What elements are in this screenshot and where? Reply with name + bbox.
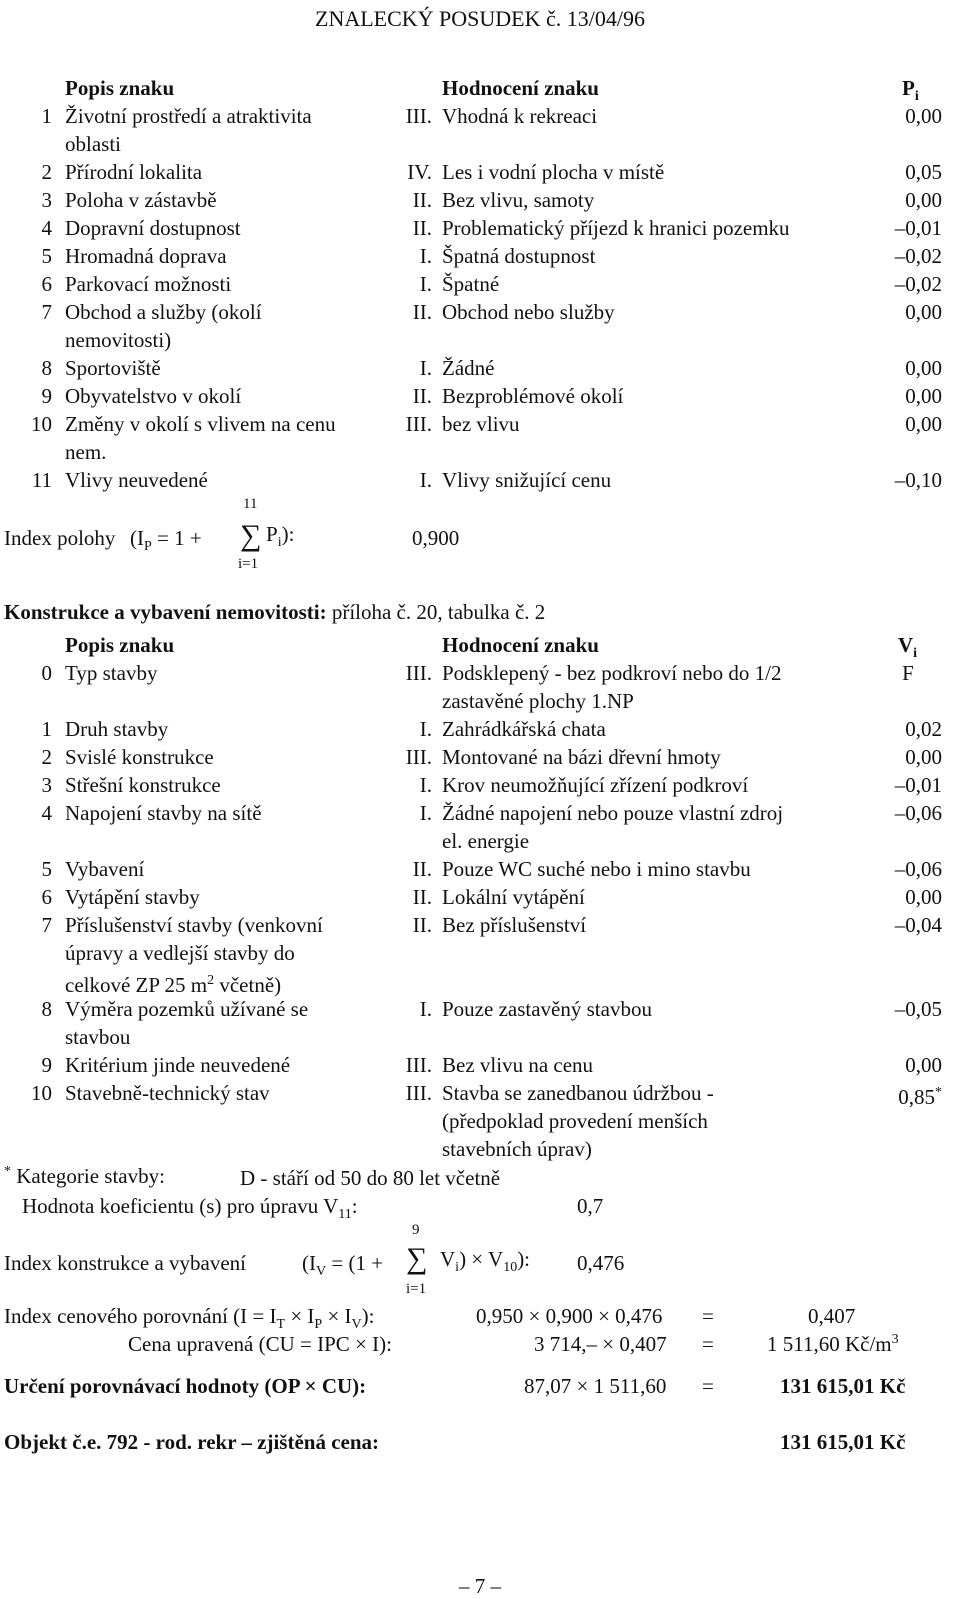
table-row-continuation [0,1107,960,1135]
row-number: 4 [41,801,52,825]
table-row [0,298,960,326]
row-number: 6 [41,272,52,296]
row-description: Životní prostředí a atraktivita [65,104,312,128]
row-number: 10 [31,412,52,436]
sigma-symbol: ∑ [406,1242,428,1275]
row-value [820,158,942,186]
table-row-continuation [0,1023,960,1051]
sum-bottom-limit: i=1 [238,556,259,572]
row-value [820,410,942,438]
row-rating: Bez vlivu na cenu [442,1053,594,1077]
table-row-continuation [0,687,960,715]
location-index-formula: ($I_P = 1$ + [130,526,202,555]
row-number: 5 [41,244,52,268]
row-value [820,911,942,939]
row-number: 8 [41,356,52,380]
row-class: III. [405,745,432,769]
row-value [820,102,942,130]
table-row [0,855,960,883]
price-index-calc: 0,950 × 0,900 × 0,476 [476,1304,663,1328]
row-class: IV. [407,160,432,184]
row-number: 0 [41,661,52,685]
row-description-text: celkové ZP 25 m [65,973,208,997]
row-rating: Zahrádkářská chata [442,717,606,741]
row-value-number: –0,06 [894,801,942,825]
row-class: II. [412,913,432,937]
table-row [0,911,960,939]
table-row [0,354,960,382]
row-description: Hromadná doprava [65,244,227,268]
row-value: F [902,661,914,685]
location-index-value: 0,900 [412,526,460,550]
table-row [0,995,960,1023]
row-rating: bez vlivu [442,412,520,436]
row-number: 1 [41,104,52,128]
row-value-number: 0,00 [905,412,942,436]
row-number: 3 [41,188,52,212]
row-number: 9 [41,384,52,408]
row-class: II. [412,300,432,324]
header-description: Popis znaku [65,633,175,657]
table-row [0,102,960,130]
row-rating-line3: stavebních úprav) [442,1137,592,1161]
row-description-text: včetně) [219,973,282,997]
row-value-number: 0,00 [905,356,942,380]
row-rating: Les i vodní plocha v místě [442,160,665,184]
row-value-number: 0,02 [905,717,942,741]
row-rating-line2: (předpoklad provedení menších [442,1109,708,1133]
row-number: 7 [41,300,52,324]
row-class: I. [419,272,432,296]
row-value [820,186,942,214]
row-rating: Montované na bázi dřevní hmoty [442,745,721,769]
header-rating: Hodnocení znaku [442,76,599,100]
table-row [0,158,960,186]
row-value-number: 0,00 [905,885,942,909]
row-number: 9 [41,1053,52,1077]
sigma-symbol: ∑ [240,519,262,552]
row-class: I. [419,997,432,1021]
row-number: 8 [41,997,52,1021]
row-value-number: 0,00 [905,104,942,128]
row-rating: Bezproblémové okolí [442,384,624,408]
comparison-value-result: 131 615,01 Kč [780,1374,906,1398]
row-description-line2: úpravy a vedlejší stavby do [65,941,295,965]
row-value-number: 0,00 [905,384,942,408]
location-index-label: Index polohy [4,526,116,550]
header-value-letter: V [898,633,914,657]
row-value [820,771,942,799]
page-number: – 7 – [459,1574,501,1598]
adjusted-price-result: 1 511,60 $Kč/m^3$ [767,1332,899,1356]
row-value [820,466,942,494]
table-row [0,659,960,687]
row-description: Střešní konstrukce [65,773,221,797]
row-rating: Žádné napojení nebo pouze vlastní zdroj [442,801,784,825]
table-row [0,1051,960,1079]
table-row [0,214,960,242]
row-value-number: –0,01 [894,773,942,797]
document-header: ZNALECKÝ POSUDEK č. 13/04/96 [315,6,645,31]
row-description: Dopravní dostupnost [65,216,241,240]
row-class: III. [405,1081,432,1105]
row-description-line2: nemovitosti) [65,328,172,352]
footnote: * Kategorie stavby: [4,1164,165,1188]
row-rating-line2: zastavěné plochy 1.NP [442,689,634,713]
row-number: 10 [31,1081,52,1105]
table-row [0,715,960,743]
row-value [820,214,942,242]
row-number: 2 [41,160,52,184]
sum-top-limit: 9 [412,1222,420,1238]
row-value-number: 0,00 [905,188,942,212]
row-description: Napojení stavby na sítě [65,801,262,825]
sum-top-limit: 11 [243,496,258,512]
row-value [820,799,942,827]
table-row [0,1079,960,1107]
table-row [0,270,960,298]
adjusted-price-calc: 3 714,– × 0,407 [534,1332,667,1356]
header-value-subscript: i [913,646,918,662]
comparison-value-calc: 87,07 × 1 511,60 [524,1374,667,1398]
row-description: Vlivy neuvedené [65,468,208,492]
row-description: Druh stavby [65,717,169,741]
table-row [0,242,960,270]
comparison-value-label: Určení porovnávací hodnoty (OP × CU): [4,1374,367,1398]
row-class: I. [419,801,432,825]
row-class: I. [419,244,432,268]
table-row [0,382,960,410]
row-rating: Podsklepený - bez podkroví nebo do 1/2 [442,661,782,685]
sum-bottom-limit: i=1 [406,1281,427,1297]
row-value [820,242,942,270]
coefficient-label: Hodnota koeficientu (s) pro úpravu $V_{11}$: [22,1194,358,1223]
row-description: Kritérium jinde neuvedené [65,1053,291,1077]
row-class: II. [412,857,432,881]
header-description: Popis znaku [65,76,175,100]
row-rating: Pouze WC suché nebo i mino stavbu [442,857,751,881]
row-class: II. [412,384,432,408]
coefficient-value: 0,7 [577,1194,604,1218]
table-row-continuation [0,326,960,354]
row-rating: Pouze zastavěný stavbou [442,997,652,1021]
row-rating: Bez příslušenství [442,913,587,937]
row-value-number: –0,10 [894,468,942,492]
row-number: 7 [41,913,52,937]
row-description-line2: oblasti [65,132,121,156]
construction-index-label: Index konstrukce a vybavení [4,1251,247,1275]
row-description: Vybavení [65,857,145,881]
price-index-label: Index cenového porovnání $(I = I_T \times I_P \times I_V)$: [4,1304,375,1333]
row-class: II. [412,885,432,909]
construction-index-terms: $V_i) \times V_{10}$): [440,1247,531,1276]
adjusted-price-label: Cena upravená (CU = IPC × I): [128,1332,392,1356]
table-row-continuation [0,967,960,995]
row-description: Přírodní lokalita [65,160,203,184]
row-number: 6 [41,885,52,909]
row-value [820,298,942,326]
table-row [0,466,960,494]
row-description-line2: stavbou [65,1025,131,1049]
table-row-continuation [0,827,960,855]
construction-index-open: ($I_V = (1$ + [302,1251,384,1280]
row-class: III. [405,104,432,128]
table-header [0,631,960,662]
header-value-letter: P [902,76,915,100]
row-description-line2: nem. [65,440,107,464]
footnote-mark: * [935,1085,942,1100]
row-value-number: 0,00 [905,300,942,324]
equals-sign: = [702,1374,714,1398]
row-value-number: 0,00 [905,745,942,769]
row-number: 5 [41,857,52,881]
row-value-number: 0,05 [905,160,942,184]
row-description: Sportoviště [65,356,161,380]
row-rating: Bez vlivu, samoty [442,188,595,212]
row-class: I. [419,773,432,797]
row-rating: Krov neumožňující zřízení podkroví [442,773,749,797]
row-value [820,1051,942,1079]
row-description: Obyvatelstvo v okolí [65,384,242,408]
row-number: 2 [41,745,52,769]
row-description: Příslušenství stavby (venkovní [65,913,323,937]
table-header [0,74,960,105]
table-row [0,771,960,799]
table-row-continuation [0,939,960,967]
row-rating: Obchod nebo služby [442,300,615,324]
row-rating: Špatné [442,272,500,296]
footnote-value: D - stáří od 50 do 80 let včetně [240,1166,501,1190]
table-row [0,186,960,214]
row-value [820,743,942,771]
construction-index-value: 0,476 [577,1251,625,1275]
row-description: Svislé konstrukce [65,745,214,769]
row-description: Vytápění stavby [65,885,200,909]
table-row-continuation [0,1135,960,1163]
row-class: II. [412,188,432,212]
row-value-number: 0,85 [898,1085,935,1109]
row-value [820,270,942,298]
row-value [820,995,942,1023]
row-number: 11 [31,468,52,492]
table-row [0,799,960,827]
row-description: Obchod a služby (okolí [65,300,262,324]
row-value-number: –0,06 [894,857,942,881]
row-value [820,354,942,382]
row-value-number: –0,02 [894,272,942,296]
row-class: III. [405,661,432,685]
row-class: II. [412,216,432,240]
row-value-number: 0,00 [905,1053,942,1077]
row-class: I. [419,468,432,492]
table-row [0,410,960,438]
construction-title: Konstrukce a vybavení nemovitosti: příloha č. 20, tabulka č. 2 [4,600,546,624]
row-description: Stavebně-technický stav [65,1081,270,1105]
row-class: I. [419,717,432,741]
row-rating: Stavba se zanedbanou údržbou - [442,1081,714,1105]
row-class: III. [405,1053,432,1077]
row-value-number: –0,05 [894,997,942,1021]
row-value [820,715,942,743]
row-description: Typ stavby [65,661,158,685]
object-price-label: Objekt č.e. 792 - rod. rekr – zjištěná cena: [4,1430,380,1454]
row-class: I. [419,356,432,380]
row-rating: Špatná dostupnost [442,244,596,268]
row-number: 1 [41,717,52,741]
row-value [820,855,942,883]
superscript: 2 [207,973,215,988]
row-class: III. [405,412,432,436]
price-index-result: 0,407 [808,1304,856,1328]
table-row-continuation [0,130,960,158]
row-description: Poloha v zástavbě [65,188,217,212]
row-value-number: –0,02 [894,244,942,268]
row-rating: Žádné [442,356,495,380]
row-rating: Vlivy snižující cenu [442,468,612,492]
row-number: 3 [41,773,52,797]
row-rating: Lokální vytápění [442,885,585,909]
row-rating-line2: el. energie [442,829,530,853]
row-value-number: –0,01 [894,216,942,240]
header-value-subscript: i [914,89,919,105]
equals-sign: = [702,1304,714,1328]
table-row-continuation [0,438,960,466]
object-price-result: 131 615,01 Kč [780,1430,906,1454]
row-description: Parkovací možnosti [65,272,232,296]
row-description: Změny v okolí s vlivem na cenu [65,412,336,436]
row-description: Výměra pozemků užívané se [65,997,309,1021]
row-value [820,382,942,410]
table-row [0,743,960,771]
row-number: 4 [41,216,52,240]
row-value [820,883,942,911]
table-row [0,883,960,911]
row-rating: Problematický příjezd k hranici pozemku [442,216,790,240]
header-rating: Hodnocení znaku [442,633,599,657]
sum-term: $P_i$): [266,522,295,551]
equals-sign: = [702,1332,714,1356]
row-value-number: –0,04 [894,913,942,937]
row-rating: Vhodná k rekreaci [442,104,598,128]
